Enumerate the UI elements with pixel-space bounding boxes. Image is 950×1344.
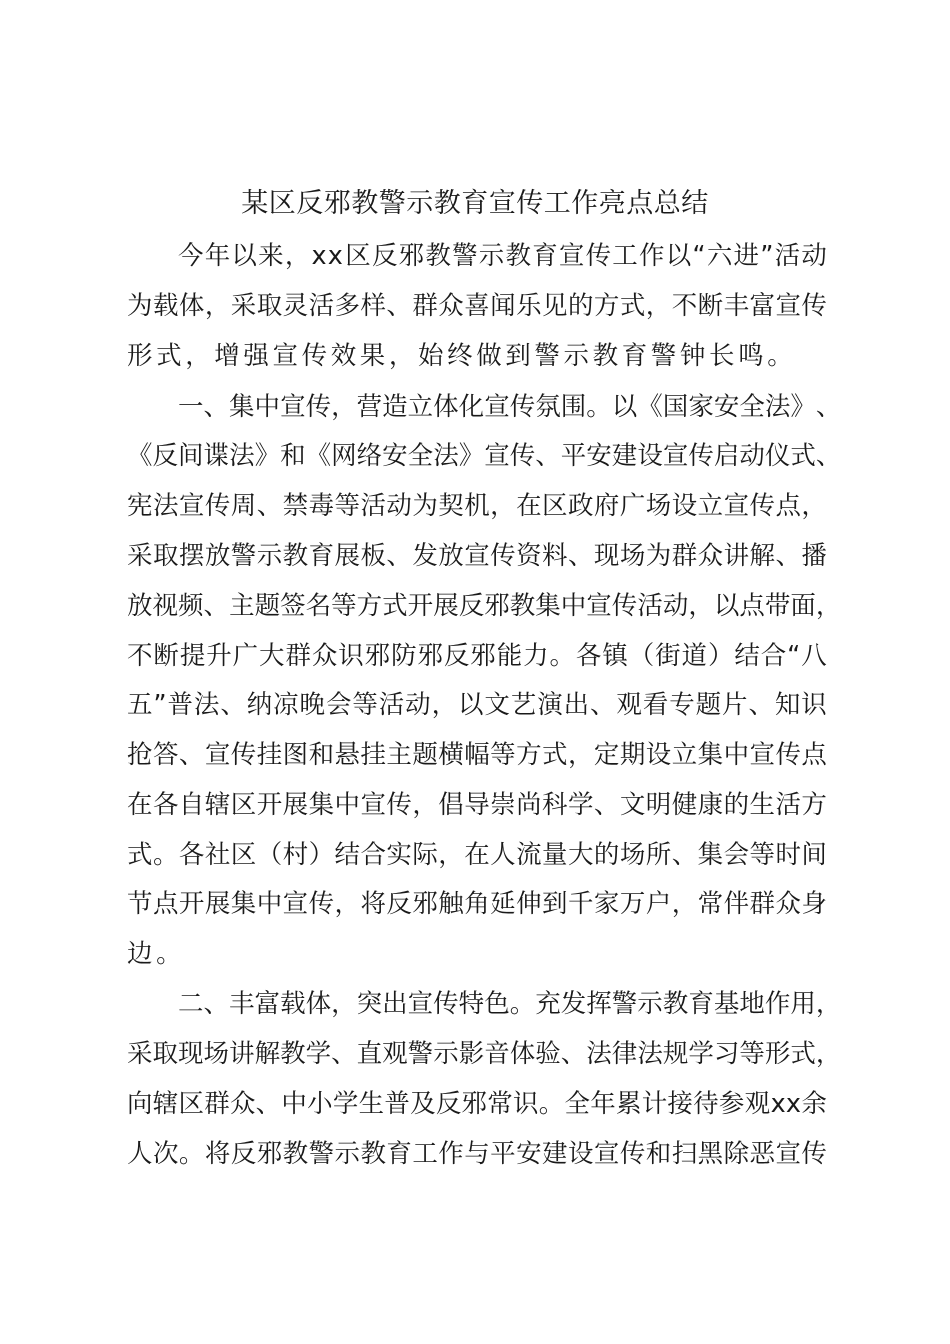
paragraph-line: 节 点 开 展 集 中 宣 传 ， 将 反 邪 触 角 延 伸 到 千 家 万 户 ， 常 伴 群 众 身 (127, 889, 827, 919)
paragraph-line: 五 ” 普 法 、 纳 凉 晚 会 等 活 动 ， 以 文 艺 演 出 、 观 看 专 题 片 、 知 识 (127, 690, 827, 720)
paragraph-line: 式 。 各 社 区 （ 村 ） 结 合 实 际 ， 在 人 流 量 大 的 场 所 、 集 会 等 时 间 (127, 840, 827, 870)
paragraph-line: 人 次 。 将 反 邪 教 警 示 教 育 工 作 与 平 安 建 设 宣 传 和 扫 黑 除 恶 宣 传 (127, 1139, 827, 1169)
paragraph-line: 采 取 现 场 讲 解 教 学 、 直 观 警 示 影 音 体 验 、 法 律 法 规 学 习 等 形 式 ， (127, 1039, 842, 1069)
paragraph-line: 形式，增强宣传效果，始终做到警示教育警钟长鸣。 (127, 341, 797, 371)
paragraph-line: 宪 法 宣 传 周 、 禁 毒 等 活 动 为 契 机 ， 在 区 政 府 广 场 设 立 宣 传 点 ， (127, 491, 827, 521)
paragraph-line: 抢 答 、 宣 传 挂 图 和 悬 挂 主 题 横 幅 等 方 式 ， 定 期 设 立 集 中 宣 传 点 (127, 740, 827, 770)
paragraph-line: 采 取 摆 放 警 示 教 育 展 板 、 发 放 宣 传 资 料 、 现 场 为 群 众 讲 解 、 播 (127, 541, 827, 571)
paragraph-line: 在 各 自 辖 区 开 展 集 中 宣 传 ， 倡 导 崇 尚 科 学 、 文 明 健 康 的 生 活 方 (127, 790, 827, 820)
paragraph-line: 不 断 提 升 广 大 群 众 识 邪 防 邪 反 邪 能 力 。 各 镇 （ 街 道 ） 结 合 “ 八 (127, 641, 827, 671)
paragraph-line: 今 年 以 来 ， x x 区 反 邪 教 警 示 教 育 宣 传 工 作 以 “ 六 进 ” 活 动 (178, 241, 827, 271)
document-title: 某区反邪教警示教育宣传工作亮点总结 (241, 188, 709, 219)
paragraph-line: 放 视 频 、 主 题 签 名 等 方 式 开 展 反 邪 教 集 中 宣 传 活 动 ， 以 点 带 面 ， (127, 591, 842, 621)
paragraph-line: 为 载 体 ， 采 取 灵 活 多 样 、 群 众 喜 闻 乐 见 的 方 式 ， 不 断 丰 富 宣 传 (127, 291, 827, 321)
paragraph-line: 边。 (127, 939, 186, 969)
paragraph-line: 《 反 间 谍 法 》 和 《 网 络 安 全 法 》 宣 传 、 平 安 建 设 宣 传 启 动 仪 式 、 (127, 441, 842, 471)
paragraph-line: 一 、 集 中 宣 传 ， 营 造 立 体 化 宣 传 氛 围 。 以 《 国 家 安 全 法 》 、 (178, 392, 842, 422)
paragraph-line: 向 辖 区 群 众 、 中 小 学 生 普 及 反 邪 常 识 。 全 年 累 计 接 待 参 观 x x 余 (127, 1089, 827, 1119)
paragraph-line: 二 、 丰 富 载 体 ， 突 出 宣 传 特 色 。 充 发 挥 警 示 教 育 基 地 作 用 ， (178, 989, 842, 1019)
